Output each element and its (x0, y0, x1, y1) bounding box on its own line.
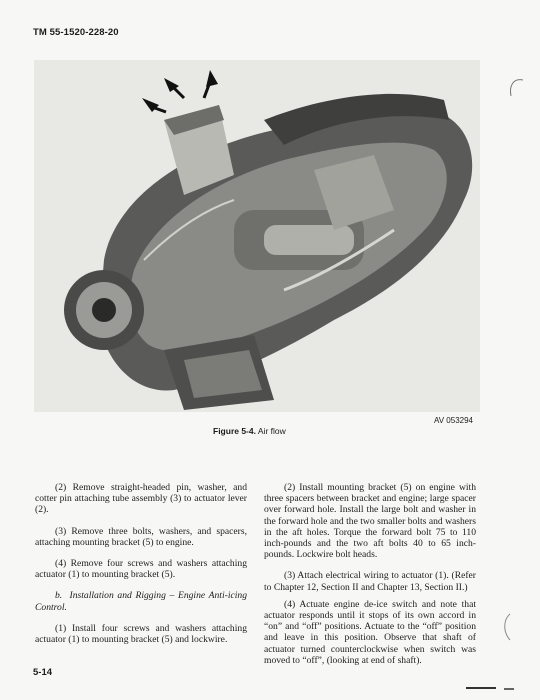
engine-airflow-figure (34, 60, 480, 412)
left-text-column (35, 482, 247, 655)
figure-reference-code: AV 053294 (434, 416, 473, 425)
step-install-screws: (1) Install four screws and washers attaching actuator (1) to mounting bracket (5) and lockwire. (35, 622, 247, 646)
step-remove-pin: (2) Remove straight-headed pin, washer, and cotter pin attaching tube assembly (3) to actuator lever (2). (35, 482, 247, 516)
document-id: TM 55-1520-228-20 (33, 27, 119, 38)
section-title: Installation and Rigging – Engine Anti-icing Control. (35, 590, 248, 613)
engine-cutaway-illustration (34, 60, 480, 412)
margin-mark-bottom (500, 612, 512, 642)
step-remove-screws: (4) Remove four screws and washers attaching actuator (1) to mounting bracket (5). (35, 558, 247, 581)
figure-title: Air flow (257, 426, 286, 436)
page-number: 5-14 (33, 667, 53, 678)
step-install-bracket: (2) Install mounting bracket (5) on engine with three spacers between bracket and engine; large spacer over forward hole. Install the large bolt and washer in the forward hole and the two smaller bolts and washers in the aft holes. Torque the forward bolt 75 to 110 inch-pounds and the two aft bolts 40 to 65 inch-pounds. Lockwire bolt heads. (264, 482, 476, 561)
step-attach-wiring: (3) Attach electrical wiring to actuator (1). (Refer to Chapter 12, Section II and Chapter 13, Section II.) (264, 570, 476, 593)
figure-number: Figure 5-4. (213, 426, 256, 436)
section-heading (35, 590, 247, 612)
section-label: b. (55, 590, 63, 602)
step-actuate-switch: (4) Actuate engine de-ice switch and note that actuator responds until it stops of its own accord in “on” and “off” positions. Actuate to the “off” position and leave in this position. Observe that shaft of actuator turned counterclockwise when switch was moved to “off”, (looking at end of shaft). (264, 598, 476, 666)
right-text-column (264, 482, 476, 676)
step-remove-bolts: (3) Remove three bolts, washers, and spacers, attaching mounting bracket (5) to engine. (35, 525, 247, 548)
margin-mark-corner (466, 684, 516, 692)
figure-caption (213, 426, 286, 436)
margin-mark-top (505, 76, 525, 98)
